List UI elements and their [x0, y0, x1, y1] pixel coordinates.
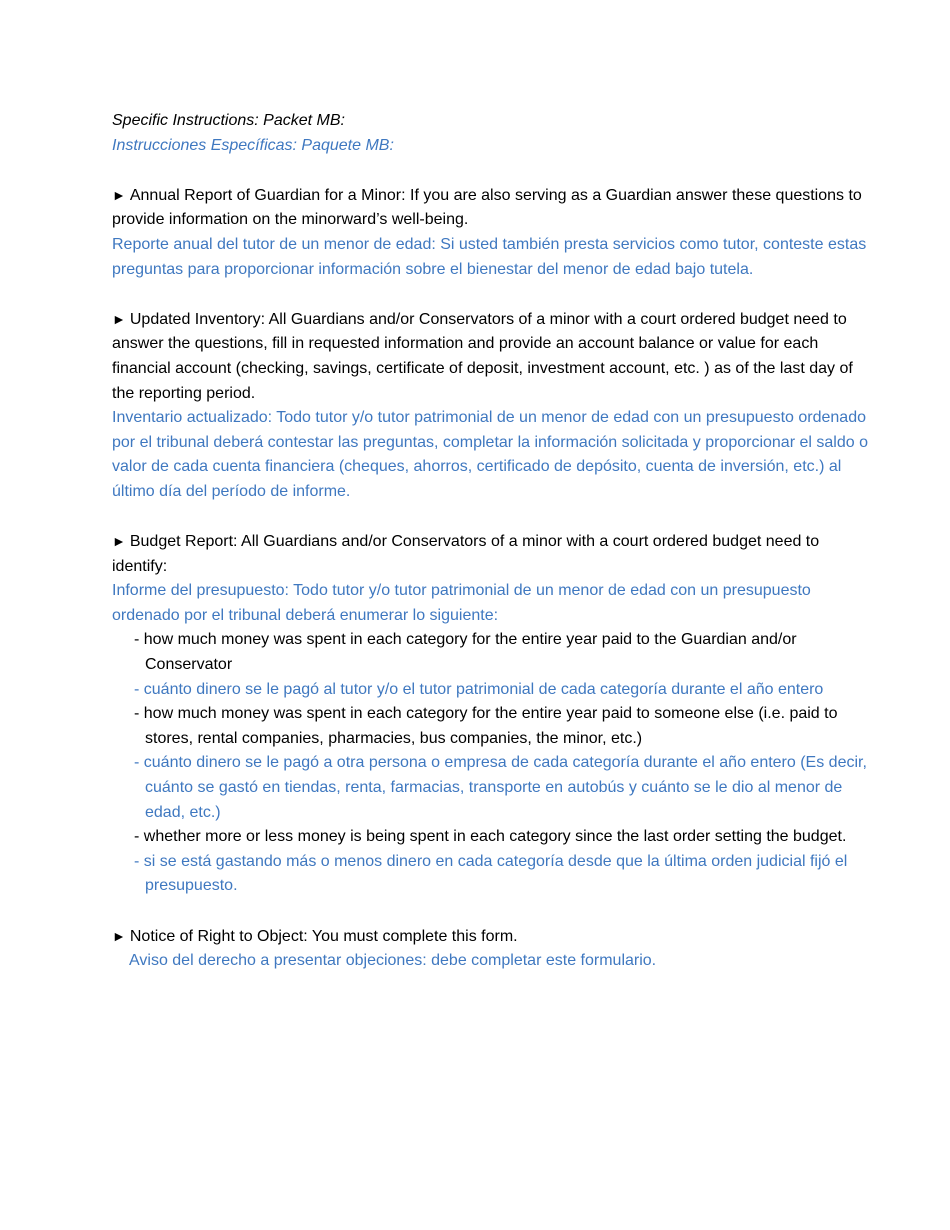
section-updated-inventory	[112, 307, 872, 505]
budget-spanish: Informe del presupuesto: Todo tutor y/o tutor patrimonial de un menor de edad con un presupuesto ordenado por el tribunal deberá enumerar lo siguiente:	[112, 582, 811, 624]
notice-english	[112, 924, 872, 950]
section-annual-report	[112, 183, 872, 282]
triangle-bullet-icon: ►	[112, 310, 126, 327]
spacer	[112, 899, 872, 924]
spacer	[112, 505, 872, 530]
spacer	[112, 282, 872, 307]
budget-item-3-spanish: - si se está gastando más o menos dinero en cada categoría desde que la última orden judicial fijó el presupuesto.	[134, 852, 848, 895]
budget-item-2-spanish: - cuánto dinero se le pagó a otra persona o empresa de cada categoría durante el año entero (Es decir, cuánto se gastó en tiendas, renta, farmacias, transporte en autobús y cuánto se le dio al menor de edad, etc.)	[134, 754, 867, 821]
annual-report-english	[112, 183, 872, 233]
budget-item-1-english: - how much money was spent in each category for the entire year paid to the Guardian and/or Conservator	[134, 631, 797, 674]
notice-spanish: Aviso del derecho a presentar objeciones: debe completar este formulario.	[129, 952, 657, 970]
budget-english-text: Budget Report: All Guardians and/or Conservators of a minor with a court ordered budget need to identify:	[112, 533, 820, 575]
inventory-english-text: Updated Inventory: All Guardians and/or Conservators of a minor with a court ordered budget need to answer the questions, fill in requested information and provide an account balance or value for each financial account (checking, savings, certificate of deposit, investment account, etc. ) as of the last day of the reporting period.	[112, 310, 853, 402]
budget-item-1-spanish: - cuánto dinero se le pagó al tutor y/o el tutor patrimonial de cada categoría durante el año entero	[134, 680, 824, 698]
section-notice-of-right	[112, 924, 872, 974]
budget-item-3-english: - whether more or less money is being spent in each category since the last order setting the budget.	[134, 828, 847, 846]
triangle-bullet-icon: ►	[112, 927, 126, 944]
section-budget-report	[112, 529, 872, 899]
inventory-spanish: Inventario actualizado: Todo tutor y/o tutor patrimonial de un menor de edad con un presupuesto ordenado por el tribunal deberá contestar las preguntas, completar la información solicitada y proporcionar el saldo o valor de cada cuenta financiera (cheques, ahorros, certificado de depósito, cuenta de inversión, etc.) al último día del período de informe.	[112, 409, 868, 500]
budget-item-2-english: - how much money was spent in each category for the entire year paid to someone else (i.e. paid to stores, rental companies, pharmacies, bus companies, the minor, etc.)	[134, 705, 838, 747]
heading-english: Specific Instructions: Packet MB:	[112, 112, 345, 129]
annual-report-english-text: Annual Report of Guardian for a Minor: If you are also serving as a Guardian answer these questions to provide information on the minorward’s well-being.	[112, 186, 862, 229]
annual-report-spanish: Reporte anual del tutor de un menor de edad: Si usted también presta servicios como tutor, conteste estas preguntas para proporcionar información sobre el bienestar del menor de edad bajo tutela.	[112, 235, 867, 278]
inventory-english	[112, 307, 872, 406]
budget-list	[134, 628, 872, 899]
triangle-bullet-icon: ►	[112, 533, 126, 550]
budget-english	[112, 529, 872, 579]
instructions-page	[112, 109, 872, 974]
heading-spanish: Instrucciones Específicas: Paquete MB:	[112, 136, 394, 154]
triangle-bullet-icon: ►	[112, 186, 126, 203]
spacer	[112, 158, 872, 183]
notice-english-text: Notice of Right to Object: You must complete this form.	[129, 927, 518, 945]
